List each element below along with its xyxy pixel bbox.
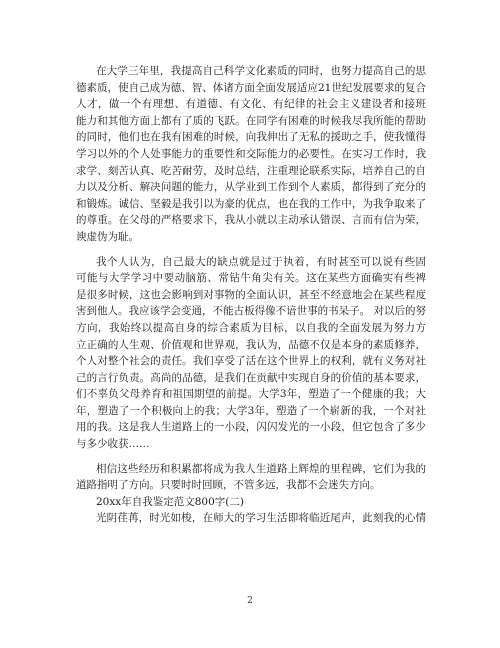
text-line: 能力和其他方面上都有了质的飞跃。在同学有困难的时候我尽我所能的帮助 — [76, 114, 426, 127]
text-line: 学习以外的个人处事能力的重要性和交际能力的必要性。在实习工作时，我 — [76, 147, 426, 160]
page-number: 2 — [247, 596, 253, 606]
text-line: 在大学三年里，我提高自己科学文化素质的同时，也努力提高自己的思 — [96, 65, 426, 77]
paragraph-2 — [76, 254, 426, 453]
text-line: 力以及分析、解决问题的能力，从学业到工作到个人素质，都得到了充分的 — [76, 181, 426, 194]
text-line: 是很多时候，这也会影响到对事物的全面认识，甚至不经意地会在某些程度 — [76, 288, 426, 301]
text-line: 用的我。这是我人生道路上的一小段，闪闪发光的一小段，但它包含了多少 — [76, 421, 426, 434]
text-line: 人才，做一个有理想、有道德、有文化、有纪律的社会主义建设者和接班 — [76, 98, 426, 111]
text-line: 可能与大学学习中要动脑筋、常钻牛角尖有关。这在某些方面确实有些裨 — [76, 272, 426, 285]
text-line: 德素质，使自己成为德、智、体诸方面全面发展适应21世纪发展要求的复合 — [76, 81, 426, 94]
text-line: 光阴荏苒，时光如梭，在师大的学习生活即将临近尾声，此刻我的心情 — [96, 512, 426, 525]
document-body — [76, 63, 426, 527]
text-line: 谀虚伪为耻。 — [76, 230, 139, 243]
paragraph-gap — [76, 246, 426, 254]
text-line: 己的言行负责。高尚的品德，是我们在贡献中实现自身的价值的基本要求， — [76, 371, 426, 384]
text-line: 和锻炼。诚信、坚毅是我引以为豪的优点，也在我的工作中，为我争取来了 — [76, 197, 426, 210]
text-line: 的同时，他们也在我有困难的时候，向我伸出了无私的援助之手，使我懂得 — [76, 131, 426, 144]
text-line: 个人对整个社会的责任。我们享受了活在这个世界上的权利，就有义务对社 — [76, 355, 426, 368]
text-line: 年，塑造了一个积极向上的我；大学3年，塑造了一个崭新的我，一个对社 — [76, 404, 426, 417]
paragraph-1 — [76, 63, 426, 246]
paragraph-3 — [76, 461, 426, 494]
text-line: 们不辜负父母养育和祖国期望的前提。大学3年，塑造了一个健康的我；大 — [76, 388, 426, 401]
text-line: 道路指明了方向。只要时时回顾，不管多远，我都不会迷失方向。 — [76, 479, 381, 492]
text-line: 与多少收获…… — [76, 438, 150, 451]
text-line: 害到他人。我应该学会变通，不能古板得像不谙世事的书呆子。 对以后的努 — [76, 305, 426, 318]
heading-text: 20xx年自我鉴定范文800字(二) — [96, 495, 244, 508]
paragraph-4 — [76, 510, 426, 527]
text-line: 求学、刻苦认真、吃苦耐劳，及时总结，注重理论联系实际，培养自己的自 — [76, 164, 426, 177]
text-line: 相信这些经历和积累都将成为我人生道路上辉煌的里程碑，它们为我的 — [96, 462, 426, 475]
text-line: 方向，我始终以提高自身的综合素质为目标，以自我的全面发展为努力方 — [76, 321, 426, 334]
paragraph-gap — [76, 453, 426, 461]
text-line: 立正确的人生观、价值观和世界观，我认为，品德不仅是本身的素质修养， — [76, 338, 426, 351]
text-line: 的尊重。在父母的严格要求下，我从小就以主动承认错误、言而有信为荣， — [76, 214, 426, 227]
text-line: 我个人认为，自己最大的缺点就是过于执着，有时甚至可以说有些固 — [96, 255, 426, 268]
section-heading — [76, 494, 426, 511]
